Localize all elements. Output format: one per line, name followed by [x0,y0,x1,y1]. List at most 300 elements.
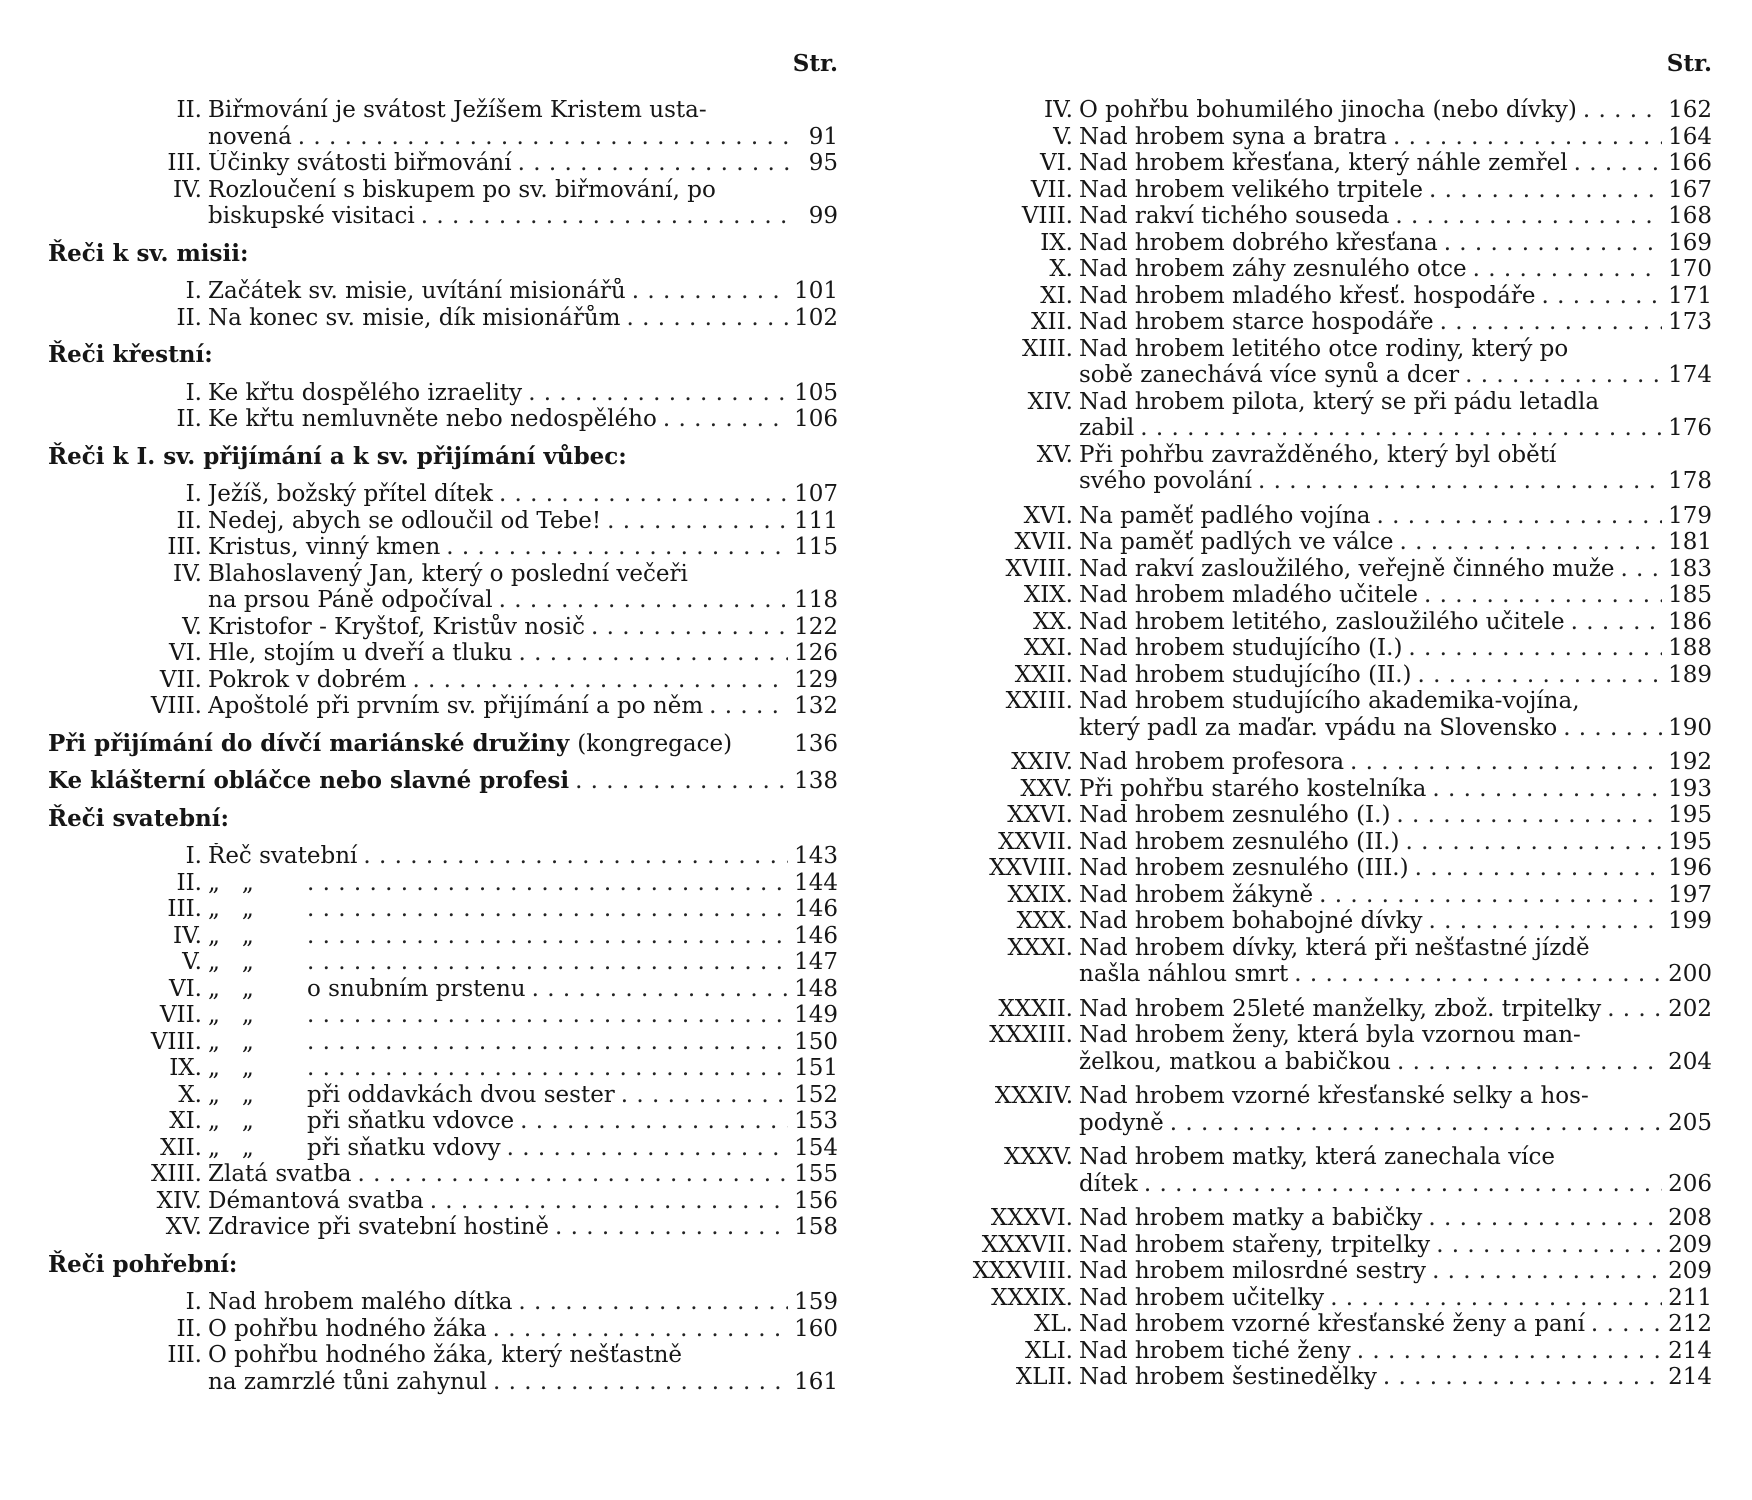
entry-numeral: XV. [165,1214,202,1240]
entry-body [1079,908,1712,935]
entry-body [1079,1232,1712,1259]
entry-numeral: XIV. [156,1187,202,1214]
dot-leader [412,667,788,694]
entry-numeral: IV. [173,176,202,203]
entry-title: Nad hrobem dívky, která při nešťastné jízdě [1079,934,1590,961]
entry-title: Na paměť padlého vojína [1079,502,1371,529]
entry-title: Nad hrobem studujícího (II.) [1079,661,1412,688]
entry-body [208,1342,838,1369]
entry-body [1079,802,1712,829]
entry-body [1079,1083,1712,1110]
section-heading [48,806,838,833]
page-number: 122 [794,613,838,640]
entry-title: Ke křtu dospělého izraelity [208,379,523,406]
toc-entry [48,561,838,588]
dot-leader [1140,415,1662,442]
dot-leader [1424,582,1662,609]
entry-title: Nad hrobem letitého otce rodiny, který po [1079,335,1569,362]
entry-body [208,1214,838,1241]
dot-leader [1415,855,1663,882]
entry-body [208,1135,838,1162]
entry-title: na zamrzlé tůni zahynul [208,1368,488,1395]
page-number: 176 [1668,415,1712,441]
entry-numeral: II. [176,406,202,432]
entry-title: Nad hrobem učitelky [1079,1284,1325,1311]
entry-numeral: XXXV. [1003,1144,1073,1170]
section-heading [48,768,838,795]
page-number: 99 [808,203,838,229]
entry-body [1079,468,1712,495]
entry-numeral: XVII. [1014,529,1073,555]
page-number: 190 [1668,714,1712,741]
toc-entry [960,715,1712,742]
dot-leader [1607,996,1662,1023]
toc-entry [48,1316,838,1343]
entry-body [1079,389,1712,416]
dot-leader [518,150,790,177]
section-heading [48,444,838,471]
entry-body [208,1108,838,1135]
entry-body [1079,442,1712,469]
dot-leader [1393,124,1662,151]
toc-entry [48,177,838,204]
entry-numeral: XXVIII. [989,855,1073,881]
page-number: 174 [1668,362,1712,388]
entry-numeral: XXX. [1016,908,1073,934]
entry-numeral: I. [185,379,202,406]
page-number: 126 [794,640,838,666]
page-number: 209 [1668,1231,1712,1258]
entry-title: Pokrok v dobrém [208,666,407,693]
dot-leader [1396,802,1662,829]
toc-entry [48,406,838,433]
entry-subtitle: o snubním prstenu [307,975,526,1002]
dot-leader [493,1316,788,1343]
toc-entry [48,1135,838,1162]
entry-title: sobě zanechává více synů a dcer [1079,362,1460,388]
entry-numeral: IV. [173,922,202,949]
page-number: 152 [794,1081,838,1108]
toc-entry [960,1083,1712,1110]
entry-body [1079,503,1712,530]
entry-body [208,177,838,204]
toc-entry [48,870,838,897]
dot-leader [307,1002,788,1029]
entry-numeral: II. [176,507,202,534]
dot-leader [518,640,788,667]
entry-numeral: XVI. [1023,502,1073,529]
dot-leader [1400,529,1663,556]
dot-leader [499,481,788,508]
entry-numeral: II. [176,869,202,896]
page-number: 205 [1668,1109,1712,1136]
toc-entry [960,177,1712,204]
page-number: 212 [1668,1311,1712,1337]
page-number: 193 [1668,775,1712,802]
entry-body [1079,203,1712,230]
entry-body [1079,662,1712,689]
toc-entry [960,1311,1712,1338]
entry-title: Nad hrobem šestinedělky [1079,1364,1377,1390]
page-number: 170 [1668,256,1712,282]
entry-numeral: I. [185,843,202,869]
entry-body [1079,635,1712,662]
entry-body [208,1082,838,1109]
page-number: 173 [1668,309,1712,335]
entry-numeral: VIII. [150,693,202,719]
entry-body [1079,1285,1712,1312]
toc-entry [960,855,1712,882]
entry-numeral: II. [176,1315,202,1342]
dot-leader [1428,1205,1662,1232]
toc-entry [48,587,838,614]
page-number: 153 [794,1108,838,1134]
entry-title: Nad hrobem bohabojné dívky [1079,908,1423,934]
dot-leader [307,870,788,897]
entry-title: Nad hrobem studujícího akademika-vojína, [1079,688,1580,714]
page-number: 118 [794,587,838,613]
ditto-marks: „ „ [208,1134,254,1161]
toc-entry [960,1171,1712,1198]
dot-leader [1144,1171,1662,1198]
entry-subtitle: při sňatku vdovy [307,1134,501,1161]
entry-title: Nad hrobem letitého, zasloužilého učitele [1079,608,1565,635]
toc-entry [48,640,838,667]
dot-leader [1583,97,1662,124]
entry-body [1079,961,1712,988]
entry-numeral: XXV. [1020,775,1073,802]
entry-numeral: XXXVII. [981,1231,1073,1258]
entry-numeral: XXIII. [1005,688,1073,714]
toc-entry [960,688,1712,715]
entry-title: Ke křtu nemluvněte nebo nedospělého [208,406,657,432]
section-heading [48,342,838,369]
entry-body [208,305,838,332]
entry-title: Biřmování je svátost Ježíšem Kristem usta- [208,97,707,123]
entry-body [1079,1049,1712,1076]
toc-entry [48,203,838,230]
entry-numeral: XXVII. [998,828,1073,855]
dot-leader [1258,468,1662,495]
entry-body [208,150,838,177]
ditto-marks: „ „ [208,1055,254,1081]
entry-title: Nad hrobem zesnulého (II.) [1079,828,1400,855]
toc-entry [48,693,838,720]
entry-numeral: V. [1053,123,1073,150]
page-number: 186 [1668,608,1712,635]
section-subtitle: (kongregace) [577,730,733,757]
toc-entry [960,802,1712,829]
entry-title: Nad hrobem matky a babičky [1079,1205,1423,1231]
page-number: 159 [794,1289,838,1315]
dot-leader [1294,961,1662,988]
entry-title: Démantová svatba [208,1187,424,1214]
entry-body [1079,415,1712,442]
toc-entry [960,1258,1712,1285]
entry-title: Apoštolé při prvním sv. přijímání a po něm [208,693,704,719]
page-number: 202 [1668,995,1712,1022]
entry-numeral: IV. [1044,97,1073,123]
page-number: 206 [1668,1170,1712,1197]
entry-body [208,1369,838,1396]
entry-body [1079,582,1712,609]
toc-entry [48,667,838,694]
toc-entry [48,508,838,535]
dot-leader [307,1055,788,1082]
dot-leader [307,949,788,976]
page-number: 178 [1668,468,1712,494]
entry-numeral: III. [167,534,202,560]
entry-numeral: XXIV. [1011,749,1073,775]
toc-entry [48,278,838,305]
dot-leader [1330,1285,1662,1312]
toc-entry [960,503,1712,530]
entry-numeral: VII. [1030,176,1073,203]
page-number: 151 [794,1055,838,1081]
entry-title: Nad hrobem vzorné křesťanské selky a hos- [1079,1083,1589,1109]
entry-body [208,1055,838,1082]
toc-entry [48,1161,838,1188]
toc-entry [960,635,1712,662]
toc-entry [960,283,1712,310]
entry-title: Rozloučení s biskupem po sv. biřmování, po [208,176,716,203]
page-number: 143 [794,843,838,869]
toc-entry [48,305,838,332]
entry-body [1079,1171,1712,1198]
entry-numeral: VIII. [1021,203,1073,229]
dot-leader [1620,556,1662,583]
entry-title: O pohřbu hodného žáka, který nešťastně [208,1342,683,1368]
dot-leader [1440,309,1662,336]
entry-title: Nad hrobem tiché ženy [1079,1337,1351,1364]
page-number: 146 [794,896,838,922]
dot-leader [1429,177,1662,204]
page-number: 200 [1668,961,1712,987]
toc-entry [960,609,1712,636]
page-number: 156 [794,1187,838,1214]
entry-title: Nad hrobem studujícího (I.) [1079,635,1403,661]
ditto-marks: „ „ [208,896,254,922]
page-number: 146 [794,922,838,949]
entry-body [208,1029,838,1056]
page-number: 111 [794,507,838,534]
dot-leader [307,896,788,923]
toc-entry [960,150,1712,177]
toc-entry [48,896,838,923]
entry-numeral: XL. [1034,1311,1073,1337]
toc-entry [960,415,1712,442]
toc-entry [960,1110,1712,1137]
entry-body [1079,935,1712,962]
ditto-marks: „ „ [208,1028,254,1055]
page-number: 171 [1668,282,1712,309]
entry-body [208,843,838,870]
entry-body [1079,256,1712,283]
entry-title: na prsou Páně odpočíval [208,587,493,613]
dot-leader [1436,1232,1662,1259]
entry-body [1079,309,1712,336]
entry-body [208,614,838,641]
entry-body [208,1002,838,1029]
toc-entry [48,481,838,508]
dot-leader [1444,230,1662,257]
spacer [960,1075,1712,1083]
entry-numeral: XIV. [1027,388,1073,415]
entry-numeral: I. [185,481,202,507]
toc-entry [960,124,1712,151]
toc-entry [48,97,838,124]
section-title: Řeči křestní: [48,341,213,368]
toc-entry [960,1049,1712,1076]
entry-title: Nad hrobem stařeny, trpitelky [1079,1231,1431,1258]
dot-leader [1406,829,1663,856]
toc-entry [48,1029,838,1056]
entry-numeral: XXXII. [998,995,1073,1022]
ditto-marks: „ „ [208,1108,254,1134]
entry-title: Nad rakví zasloužilého, veřejně činného muže [1079,555,1615,582]
section-heading [48,241,838,268]
entry-body [208,976,838,1003]
toc-entry [960,1022,1712,1049]
toc-entry [48,1002,838,1029]
dot-leader [307,923,788,950]
page-number: 195 [1668,802,1712,828]
entry-title: Nad hrobem pilota, který se při pádu letadla [1079,388,1600,415]
entry-title: Nad hrobem velikého trpitele [1079,176,1423,203]
toc-entry [960,996,1712,1023]
dot-leader [1432,1258,1662,1285]
toc-entry [960,97,1712,124]
page-number: 150 [794,1028,838,1055]
dot-leader [575,768,788,795]
entry-body [208,693,838,720]
dot-leader [499,587,788,614]
page-number: 208 [1668,1205,1712,1231]
toc-entry [960,582,1712,609]
dot-leader [621,1082,788,1109]
ditto-marks: „ „ [208,1081,254,1108]
entry-title: Na konec sv. misie, dík misionářům [208,304,621,331]
entry-title: Při pohřbu starého kostelníka [1079,775,1427,802]
toc-entry [48,1082,838,1109]
dot-leader [493,1369,788,1396]
entry-numeral: XIX. [1023,582,1073,608]
toc-list-left [48,97,838,1395]
toc-entry [960,1364,1712,1391]
dot-leader [555,1214,788,1241]
entry-title: Nad hrobem dobrého křesťana [1079,229,1438,256]
page-column-header: Str. [792,50,838,77]
section-title: Ke klášterní obláčce nebo slavné profesi [48,767,570,794]
page-number: 147 [794,949,838,975]
entry-title: Nad hrobem vzorné křesťanské ženy a paní [1079,1311,1585,1337]
page-number: 166 [1668,150,1712,176]
entry-title: Nad hrobem křesťana, který náhle zemřel [1079,150,1568,176]
entry-title: Nad hrobem zesnulého (I.) [1079,802,1391,828]
entry-body [208,406,838,433]
page-number: 102 [794,304,838,331]
entry-body [1079,776,1712,803]
entry-numeral: XLI. [1024,1337,1073,1364]
page-number: 148 [794,975,838,1002]
toc-entry [960,882,1712,909]
section-title: Řeči k I. sv. přijímání a k sv. přijímání vůbec: [48,442,627,470]
dot-leader [518,1289,788,1316]
entry-title: Ježíš, božský přítel dítek [208,481,493,507]
spacer [960,988,1712,996]
entry-numeral: X. [178,1081,202,1108]
entry-title: Nad hrobem 25leté manželky, zbož. trpitelky [1079,995,1602,1022]
dot-leader [363,843,788,870]
toc-entry [48,124,838,151]
page-number: 196 [1668,855,1712,881]
spacer [960,1197,1712,1205]
entry-numeral: VI. [168,975,202,1002]
section-heading [48,731,838,758]
toc-entry [960,256,1712,283]
dot-leader [1395,203,1662,230]
entry-numeral: X. [1049,256,1073,282]
page-number: 155 [794,1161,838,1187]
toc-entry [960,389,1712,416]
dot-leader [1170,1110,1662,1137]
toc-entry [48,976,838,1003]
entry-numeral: II. [176,97,202,123]
page-number: 209 [1668,1258,1712,1284]
entry-numeral: V. [182,949,202,975]
entry-title: O pohřbu bohumilého jinocha (nebo dívky) [1079,97,1577,123]
toc-entry [48,1055,838,1082]
entry-body [1079,1144,1712,1171]
entry-title: Blahoslavený Jan, který o poslední večeři [208,560,688,587]
toc-entry [960,908,1712,935]
entry-numeral: VII. [159,1002,202,1028]
page-number: 136 [794,730,838,757]
entry-title: Nad hrobem malého dítka [208,1289,513,1315]
toc-entry [48,923,838,950]
entry-title: O pohřbu hodného žáka [208,1315,487,1342]
entry-numeral: XII. [1031,309,1073,335]
entry-numeral: XXII. [1014,661,1073,688]
entry-body [1079,1364,1712,1391]
entry-numeral: XXVI. [1007,802,1073,828]
entry-title: Nad hrobem mladého učitele [1079,582,1419,608]
entry-body [208,278,838,305]
entry-subtitle: při sňatku vdovce [307,1108,515,1134]
section-heading [48,1252,838,1279]
dot-leader [1383,1364,1662,1391]
entry-title: Nad hrobem žákyně [1079,881,1314,908]
page-number: 179 [1668,502,1712,529]
entry-body [1079,1338,1712,1365]
toc-entry [48,843,838,870]
entry-body [208,923,838,950]
entry-title: Nad hrobem záhy zesnulého otce [1079,256,1467,282]
page-number: 204 [1668,1048,1712,1075]
entry-body [1079,336,1712,363]
entry-title: Účinky svátosti biřmování [208,150,512,176]
page-number: 91 [808,123,838,150]
entry-numeral: VI. [1039,150,1073,176]
dot-leader [626,305,788,332]
entry-numeral: XI. [1040,282,1073,309]
dot-leader [298,124,790,151]
entry-numeral: II. [176,304,202,331]
entry-title: Zlatá svatba [208,1161,352,1187]
toc-entry [960,468,1712,495]
spacer [960,1136,1712,1144]
page-number: 169 [1668,229,1712,256]
